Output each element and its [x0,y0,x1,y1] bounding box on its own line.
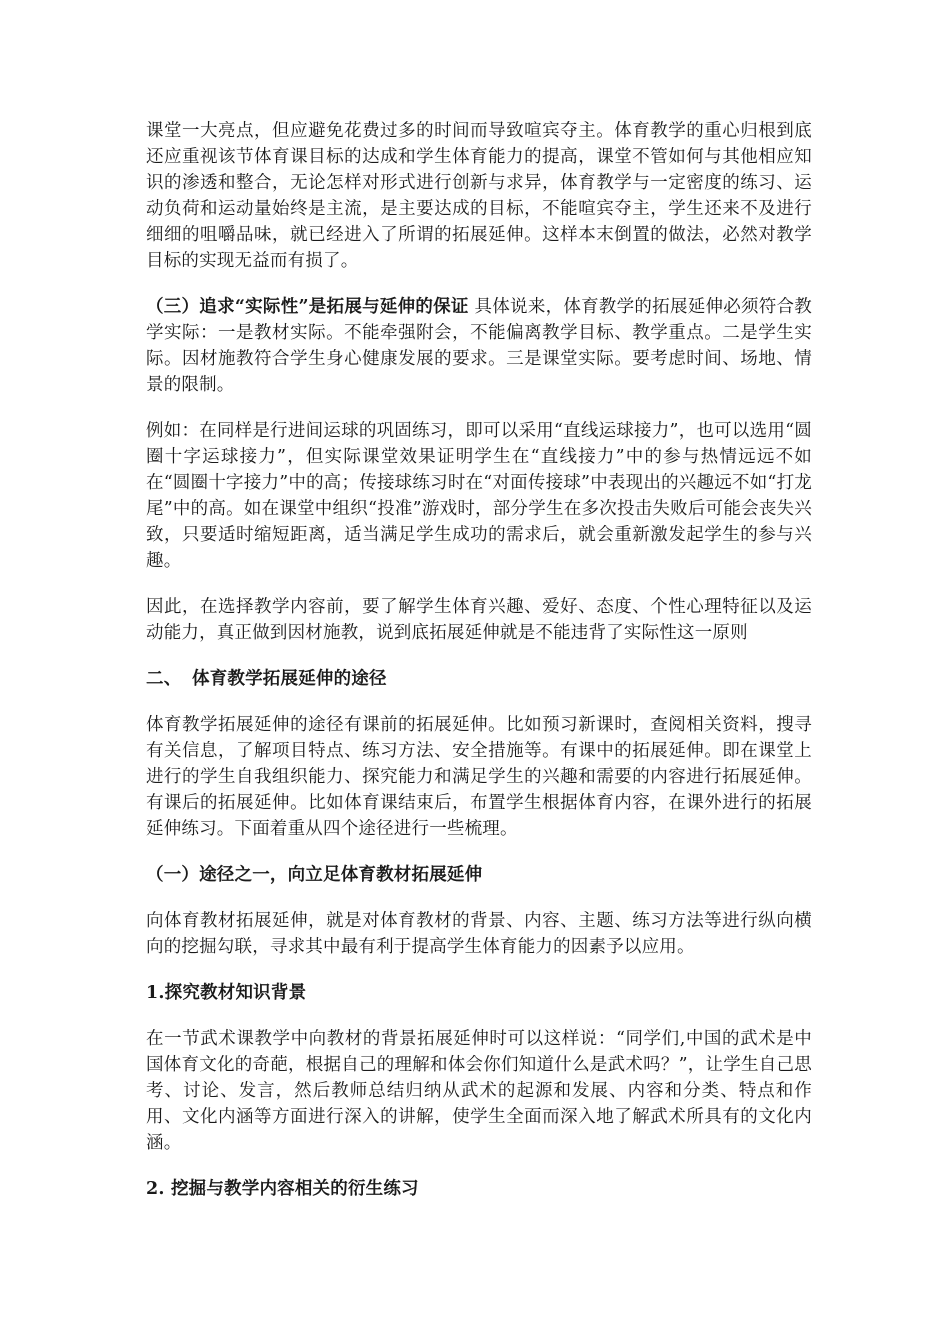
paragraph-conclusion [146,594,812,646]
paragraph-overemphasis [146,118,812,274]
section-number: 二、 [146,669,182,689]
subsection-heading-1 [146,862,812,888]
document-body [146,118,812,1222]
paragraph-approaches [146,712,812,842]
section-title: 体育教学拓展延伸的途径 [192,669,387,689]
item-heading-1 [146,980,812,1006]
paragraph-text: 因此，在选择教学内容前，要了解学生体育兴趣、爱好、态度、个性心理特征以及运动能力，真正做到因材施教，说到底拓展延伸就是不能违背了实际性这一原则 [146,597,812,643]
paragraph-text: 具体说来，体育教学的拓展延伸必须符合教学实际：一是教材实际。不能牵强附会，不能偏离教学目标、教学重点。二是学生实际。因材施教符合学生身心健康发展的要求。三是课堂实际。要考虑时间、场地、情景的限制。 [146,297,812,395]
paragraph-lead-heading: （三）追求“实际性”是拓展与延伸的保证 [146,297,469,317]
section-heading-2 [146,666,812,692]
item-title: 1.探究教材知识背景 [146,983,307,1003]
item-title: 2. 挖掘与教学内容相关的衍生练习 [146,1179,419,1199]
paragraph-wushu-example [146,1026,812,1156]
paragraph-text: 课堂一大亮点，但应避免花费过多的时间而导致喧宾夺主。体育教学的重心归根到底还应重视该节体育课目标的达成和学生体育能力的提高，课堂不管如何与其他相应知识的渗透和整合，无论怎样对形式进行创新与求异，体育教学与一定密度的练习、运动负荷和运动量始终是主流，是主要达成的目标，不能喧宾夺主，学生还来不及进行细细的咀嚼品味，就已经进入了所谓的拓展延伸。这样本末倒置的做法，必然对教学目标的实现无益而有损了。 [146,121,812,271]
paragraph-text: 例如：在同样是行进间运球的巩固练习，即可以采用“直线运球接力”，也可以选用“圆圈十字运球接力”，但实际课堂效果证明学生在“直线接力”中的参与热情远远不如在“圆圈十字接力”中的高；传接球练习时在“对面传接球”中表现出的兴趣远不如“打龙尾”中的高。如在课堂中组织“投准”游戏时，部分学生在多次投击失败后可能会丧失兴致，只要适时缩短距离，适当满足学生成功的需求后，就会重新激发起学生的参与兴趣。 [146,421,812,571]
paragraph-text: 向体育教材拓展延伸，就是对体育教材的背景、内容、主题、练习方法等进行纵向横向的挖掘勾联，寻求其中最有利于提高学生体育能力的因素予以应用。 [146,911,812,957]
paragraph-text: 体育教学拓展延伸的途径有课前的拓展延伸。比如预习新课时，查阅相关资料，搜寻有关信息，了解项目特点、练习方法、安全措施等。有课中的拓展延伸。即在课堂上进行的学生自我组织能力、探究能力和满足学生的兴趣和需要的内容进行拓展延伸。有课后的拓展延伸。比如体育课结束后，布置学生根据体育内容，在课外进行的拓展延伸练习。下面着重从四个途径进行一些梳理。 [146,715,812,839]
paragraph-example [146,418,812,574]
paragraph-textbook-extension [146,908,812,960]
paragraph-text: 在一节武术课教学中向教材的背景拓展延伸时可以这样说：“同学们,中国的武术是中国体育文化的奇葩，根据自己的理解和体会你们知道什么是武术吗？”，让学生自己思考、讨论、发言，然后教师总结归纳从武术的起源和发展、内容和分类、特点和作用、文化内涵等方面进行深入的讲解，使学生全面而深入地了解武术所具有的文化内涵。 [146,1029,812,1153]
subsection-title: （一）途径之一，向立足体育教材拓展延伸 [146,865,483,885]
item-heading-2 [146,1176,812,1202]
paragraph-practicality [146,294,812,398]
